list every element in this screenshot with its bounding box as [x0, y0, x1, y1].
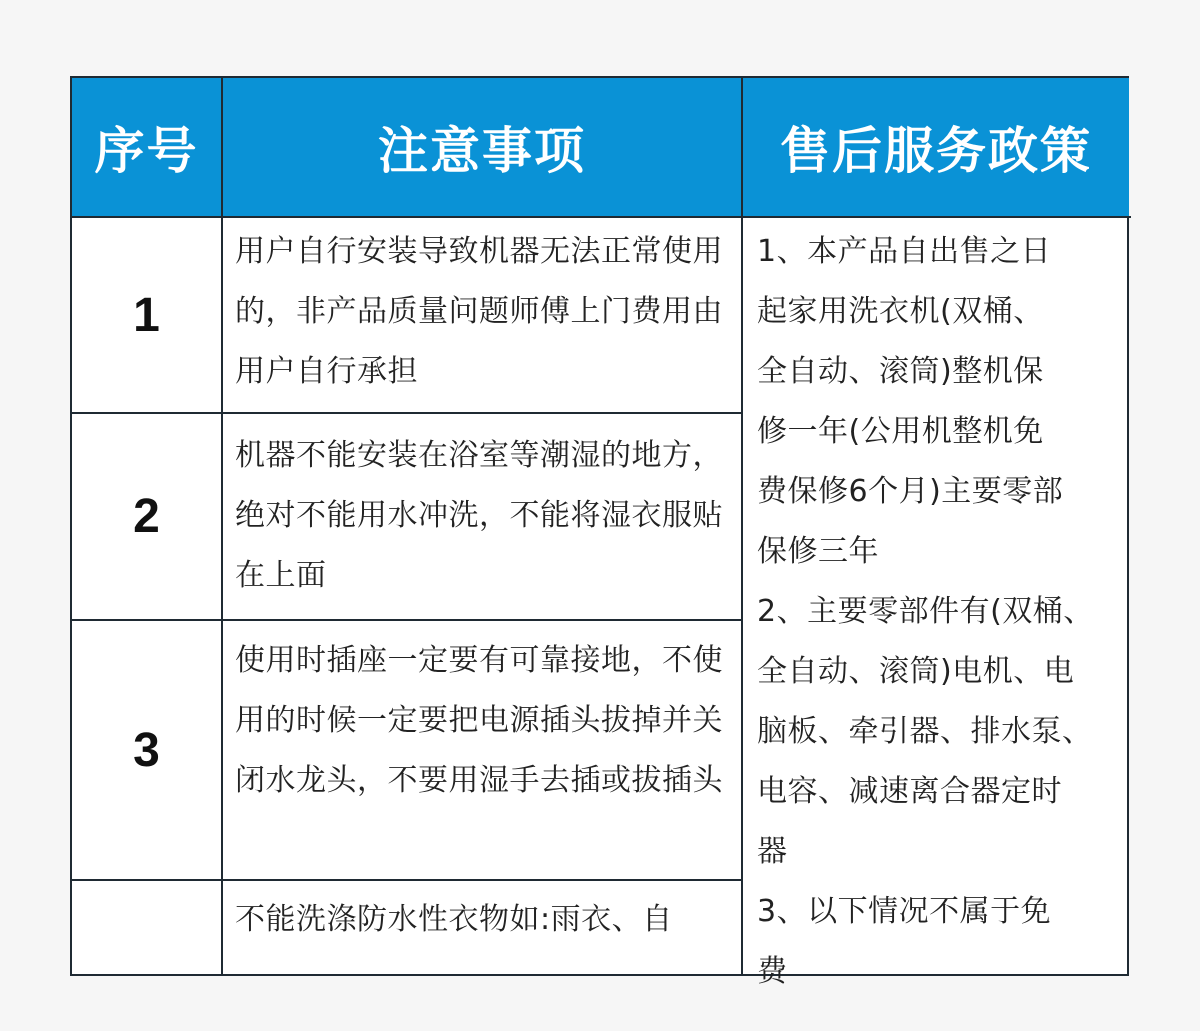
- header-notes: 注意事项: [223, 78, 741, 216]
- policy-text: 1、本产品自出售之日 起家用洗衣机(双桶、 全自动、滚筒)整机保 修一年(公用机整机免 费保修6个月)主要零部 保修三年 2、主要零部件有(双桶、 全自动、滚筒)电机、电 脑板、牵引器、排水泵、 电容、减速离合器定时 器 3、以下情况不属于免 费: [757, 234, 1094, 989]
- row-note: 用户自行安装导致机器无法正常使用的，非产品质量问题师傅上门费用由用户自行承担: [235, 234, 723, 389]
- row-number: 3: [133, 723, 160, 777]
- row-number: 1: [133, 288, 160, 342]
- column-divider: [221, 78, 223, 974]
- header-after-sales-policy: 售后服务政策: [743, 78, 1129, 216]
- after-sales-table: [70, 76, 1129, 989]
- row-number: 2: [133, 490, 160, 543]
- row-note: 机器不能安装在浴室等潮湿的地方，绝对不能用水冲洗，不能将湿衣服贴在上面: [235, 438, 723, 593]
- row-note: 使用时插座一定要有可靠接地，不使用的时候一定要把电源插头拔掉并关闭水龙头，不要用湿手去插或拔插头: [235, 643, 723, 798]
- header-serial-number: 序号: [72, 78, 221, 216]
- row-note: 不能洗涤防水性衣物如:雨衣、自: [235, 902, 673, 937]
- header-divider: [72, 216, 1131, 218]
- row-number: [72, 881, 221, 1031]
- column-divider: [741, 78, 743, 974]
